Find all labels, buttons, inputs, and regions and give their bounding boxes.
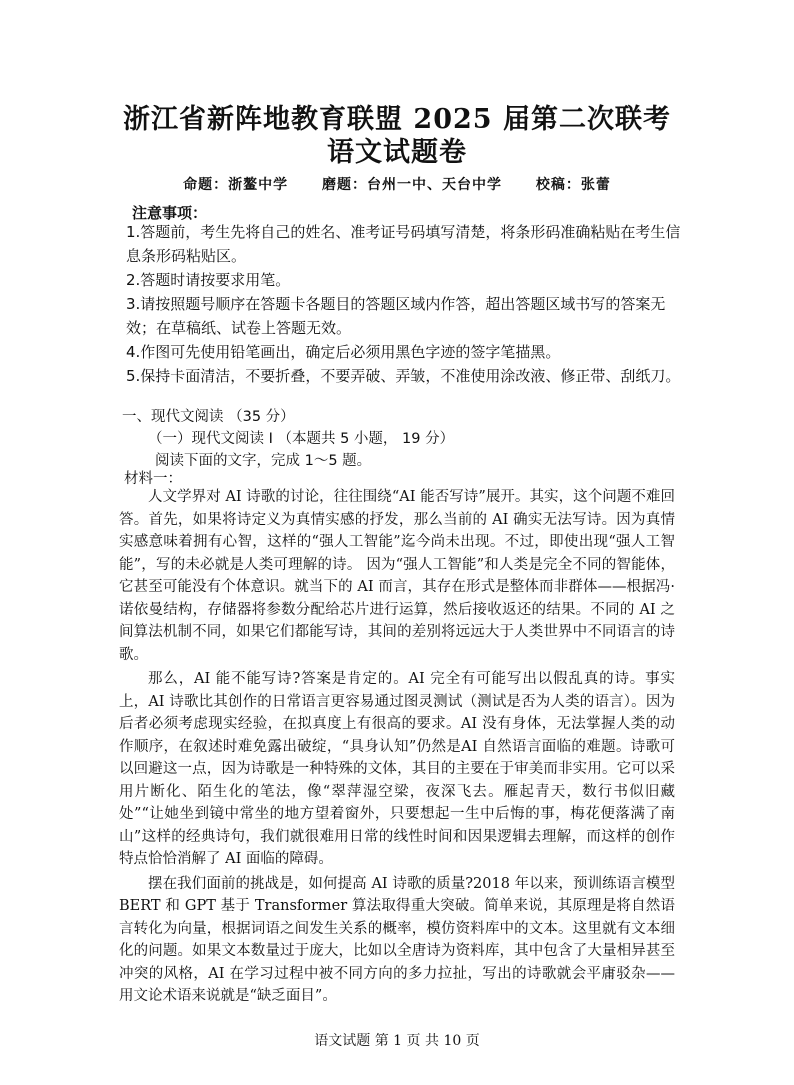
credits-line — [0, 174, 794, 194]
notice-item-5: 5.保持卡面清洁，不要折叠，不要弄破、弄皱，不准使用涂改液、修正带、刮纸刀。 — [126, 367, 681, 385]
notice-item-1: 1.答题前，考生先将自己的姓名、准考证号码填写清楚，将条形码准确粘贴在考生信息条形码粘贴区。 — [126, 223, 681, 265]
section-heading: 一、现代文阅读 （35 分） — [122, 409, 295, 425]
notice-item-2: 2.答题时请按要求用笔。 — [126, 271, 291, 289]
notice-item-4: 4.作图可先使用铅笔画出，确定后必须用黑色字迹的签字笔描黑。 — [126, 343, 561, 361]
material-paragraph: 人文学界对 AI 诗歌的讨论，往往围绕“AI 能否写诗”展开。其实，这个问题不难回答。首先，如果将诗定义为真情实感的抒发，那么当前的 AI 确实无法写诗。因为真情实感意味着拥有心智，这样的“强人工智能”迄今尚未出现。不过，即使出现“强人工智能”，写的未必就是人类可理解的诗。 因为“强人工智能”和人类是完全不同的智能体，它甚至可能没有个体意识。就当下的 AI 而言，其存在形式是整体而非群体——根据冯·诺依曼结构，存储器将参数分配给芯片进行运算，然后接收返还的结果。不同的 AI 之间算法机制不同，如果它们都能写诗，其间的差别将远远大于人类世界中不同语言的诗歌。 — [119, 489, 675, 663]
material-text — [119, 486, 675, 1010]
exam-title: 浙江省新阵地教育联盟 2025 届第二次联考 — [123, 104, 671, 135]
section-subheading: （一）现代文阅读 I （本题共 5 小题， 19 分） — [148, 431, 455, 447]
notice-list — [126, 220, 686, 388]
credit-review: 磨题：台州一中、天台中学 — [322, 177, 502, 193]
page-footer: 语文试题 第 1 页 共 10 页 — [314, 1033, 480, 1049]
exam-subtitle: 语文试题卷 — [327, 137, 467, 168]
material-label: 材料一： — [124, 471, 182, 487]
notice-heading: 注意事项： — [132, 204, 208, 222]
credit-proposition: 命题：浙鳌中学 — [183, 177, 289, 193]
credit-proof: 校稿：张蕾 — [535, 177, 611, 193]
material-paragraph: 那么，AI 能不能写诗?答案是肯定的。AI 完全有可能写出以假乱真的诗。事实上，AI 诗歌比其创作的日常语言更容易通过图灵测试（测试是否为人类的语言）。因为后者必须考虑现实经验，在拟真度上有很高的要求。AI 没有身体，无法掌握人类的动作顺序，在叙述时难免露出破绽，“具身认知”仍然是AI 自然语言面临的难题。诗歌可以回避这一点，因为诗歌是一种特殊的文体，其目的主要在于审美而非实用。它可以采用片断化、陌生化的笔法，像“翠萍湿空梁，夜深飞去。雁起青天，数行书似旧藏处”“让她坐到镜中常坐的地方望着窗外，只要想起一生中后悔的事，梅花便落满了南山”这样的经典诗句，我们就很难用日常的线性时间和因果逻辑去理解，而这样的创作特点恰恰消解了 AI 面临的障碍。 — [119, 671, 675, 867]
notice-item-3: 3.请按照题号顺序在答题卡各题目的答题区域内作答，超出答题区域书写的答案无效；在草稿纸、试卷上答题无效。 — [126, 295, 666, 337]
material-paragraph: 摆在我们面前的挑战是，如何提高 AI 诗歌的质量?2018 年以来，预训练语言模型 BERT 和 GPT 基于 Transformer 算法取得重大突破。简单来说，其原理是将自然语言转化为向量，根据词语之间发生关系的概率，模仿资料库中的文本。这里就有文本细化的问题。如果文本数量过于庞大，比如以全唐诗为资料库，其中包含了大量相异甚至冲突的风格，AI 在学习过程中被不同方向的多力拉扯，写出的诗歌就会平庸驳杂——用文论术语来说就是“缺乏面目”。 — [119, 875, 675, 1004]
reading-instruction: 阅读下面的文字，完成 1～5 题。 — [155, 453, 372, 469]
